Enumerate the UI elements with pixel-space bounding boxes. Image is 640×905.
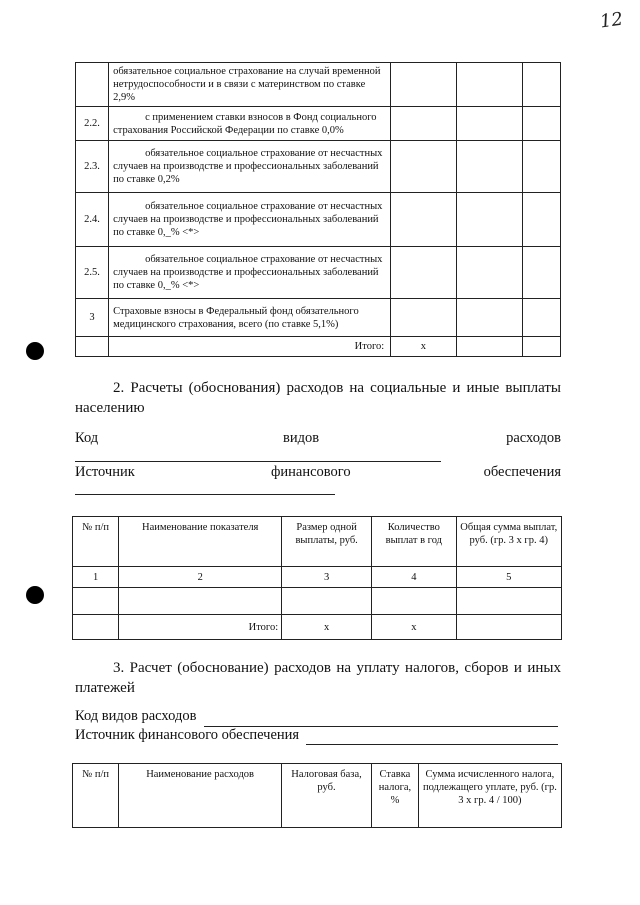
header-cell: № п/п [73,517,119,567]
cell [456,107,522,141]
row-text: Страховые взносы в Федеральный фонд обязательного медицинского страхования, всего (по ставке 5,1%) [109,299,391,337]
table-header-row [73,517,562,567]
header-cell: Количество выплат в год [372,517,456,567]
table-row [76,141,561,193]
header-cell: Налоговая база, руб. [281,764,371,828]
punch-hole-top [26,342,44,360]
header-cell: Наименование показателя [119,517,282,567]
row-text: с применением ставки взносов в Фонд социального страхования Российской Федерации по ставке 0,0% [109,107,391,141]
section3-code-field [75,708,561,728]
total-label: Итого: [119,615,282,640]
source-underline[interactable] [306,744,558,745]
cell [522,337,560,357]
row-number: 2.3. [76,141,109,193]
cell [391,299,456,337]
cell [456,247,522,299]
section2-heading: 2. Расчеты (обоснования) расходов на социальные и иные выплаты населению [75,380,561,416]
header-cell: № п/п [73,764,119,828]
code-word: видов [283,430,320,446]
table-header-row [73,764,562,828]
code-word: Код [75,430,99,446]
cell[interactable] [456,588,561,615]
cell [456,337,522,357]
insurance-contributions-table [75,62,561,357]
cell [73,615,119,640]
row-number: 2.5. [76,247,109,299]
source-label: Источник финансового обеспечения [75,727,300,743]
source-word: финансового [271,464,351,480]
table-total-row [73,615,562,640]
column-number: 5 [456,567,561,588]
header-cell: Размер одной выплаты, руб. [282,517,372,567]
cell [522,247,560,299]
taxes-table [72,763,562,828]
total-x: х [282,615,372,640]
cell [456,615,561,640]
row-text: обязательное социальное страхование от несчастных случаев на производстве и профессиональных заболеваний по ставке 0,_% <*> [109,247,391,299]
section2-code-field [75,430,561,450]
row-number: 2.4. [76,193,109,247]
cell [456,299,522,337]
table-row [76,299,561,337]
cell [391,141,456,193]
cell[interactable] [372,588,456,615]
page-number: 12 [598,8,625,33]
total-label: Итого: [109,337,391,357]
cell [76,337,109,357]
cell [522,63,560,107]
cell [456,141,522,193]
cell[interactable] [73,588,119,615]
row-text: обязательное социальное страхование от несчастных случаев на производстве и профессиональных заболеваний по ставке 0,2% [109,141,391,193]
column-number: 4 [372,567,456,588]
code-word: расходов [506,430,561,446]
column-number: 1 [73,567,119,588]
cell [522,141,560,193]
cell[interactable] [119,588,282,615]
row-number: 3 [76,299,109,337]
code-label: Код видов расходов [75,708,197,724]
header-cell: Наименование расходов [119,764,282,828]
header-cell: Сумма исчисленного налога, подлежащего уплате, руб. (гр. 3 х гр. 4 / 100) [418,764,561,828]
section2-source-field [75,464,561,484]
cell [391,63,456,107]
cell [391,193,456,247]
table-total-row [76,337,561,357]
header-cell: Общая сумма выплат, руб. (гр. 3 х гр. 4) [456,517,561,567]
cell [391,107,456,141]
cell [456,63,522,107]
cell [522,299,560,337]
source-word: Источник [75,464,135,480]
punch-hole-bottom [26,586,44,604]
source-word: обеспечения [483,464,561,480]
cell[interactable] [282,588,372,615]
cell [522,107,560,141]
cell [522,193,560,247]
cell [456,193,522,247]
code-underline[interactable] [75,461,441,462]
social-payments-table [72,516,562,640]
column-number: 2 [119,567,282,588]
row-number [76,63,109,107]
row-number: 2.2. [76,107,109,141]
table-row [76,193,561,247]
section3-heading: 3. Расчет (обоснование) расходов на уплату налогов, сборов и иных платежей [75,660,561,696]
cell [391,247,456,299]
header-cell: Ставка налога, % [372,764,419,828]
source-underline[interactable] [75,494,335,495]
table-row [73,588,562,615]
table-row [76,247,561,299]
total-x: х [391,337,456,357]
table-row [76,107,561,141]
column-number-row [73,567,562,588]
row-text: обязательное социальное страхование от несчастных случаев на производстве и профессиональных заболеваний по ставке 0,_% <*> [109,193,391,247]
total-x: х [372,615,456,640]
row-text: обязательное социальное страхование на случай временной нетрудоспособности и в связи с материнством по ставке 2,9% [109,63,391,107]
column-number: 3 [282,567,372,588]
table-row [76,63,561,107]
